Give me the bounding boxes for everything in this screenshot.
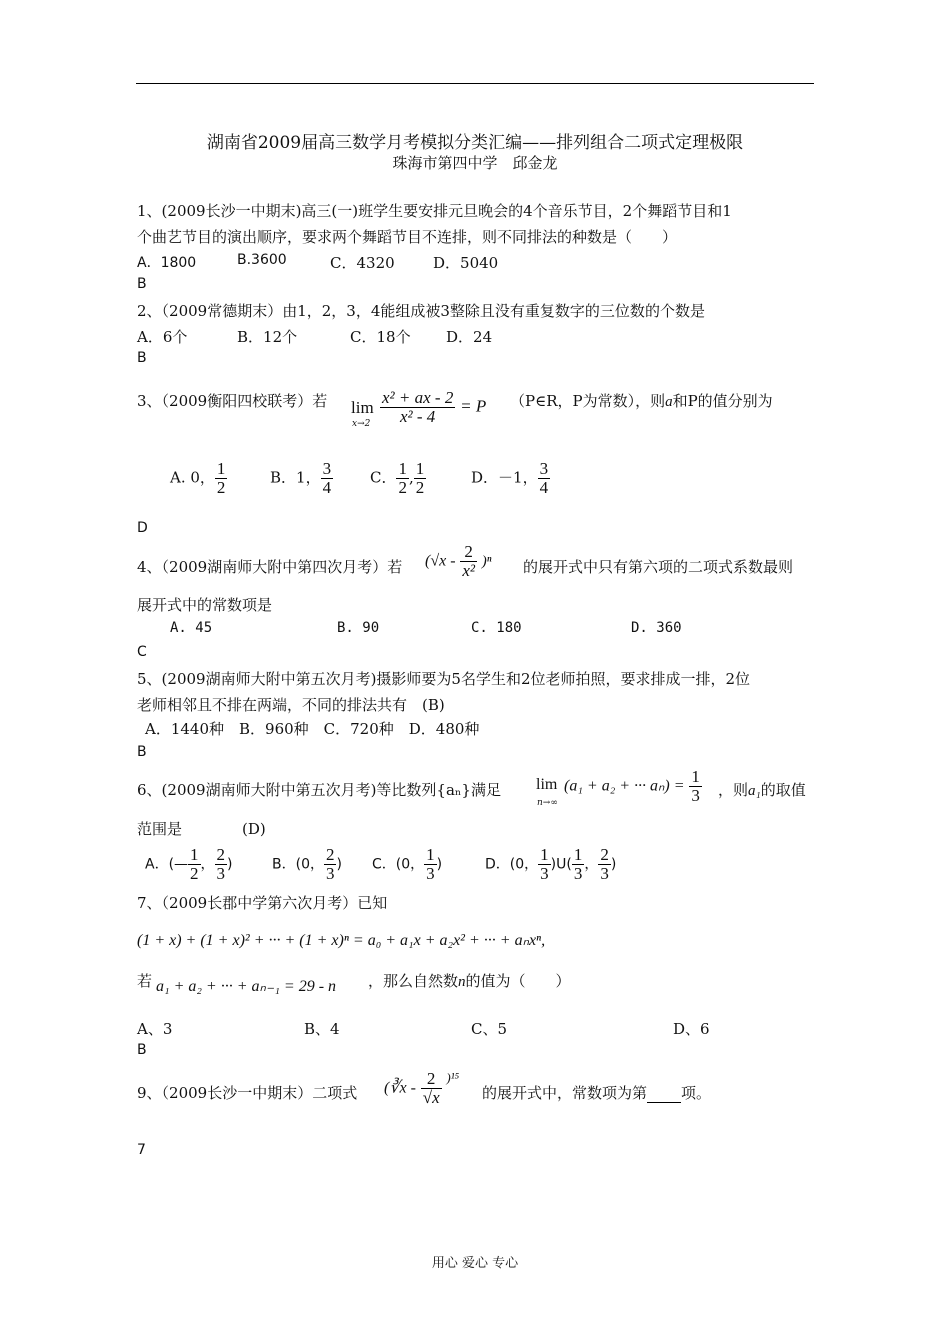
q7-formula: (1 + x) + (1 + x)² + ··· + (1 + x)ⁿ = a₀ + a₁x + a₂x² + ··· + aₙxⁿ, [137, 932, 546, 949]
q3-suffix-group [510, 390, 773, 411]
q3-option-d: D．－1， $\frac{3}{4}$ [471, 459, 549, 497]
q7-option-c: C、5 [471, 1020, 508, 1038]
q6-option-b: B．(0， $\frac{2}{3}$ ) [272, 845, 342, 883]
q7-option-b: B、4 [304, 1020, 340, 1038]
q6-lim: lim [536, 776, 558, 793]
q4-option-a: A. 45 [170, 620, 213, 636]
q4-line2: 展开式中的常数项是 [137, 596, 273, 614]
q2-line1: 2、（2009常德期末）由1，2，3，4能组成被3整除且没有重复数字的三位数的个数是 [137, 302, 705, 320]
q1-line1: 1、(2009长沙一中期末)高三(一)班学生要安排元旦晚会的4个音乐节目，2个舞蹈节目和1 [137, 202, 732, 220]
q3-suffix2: 和P的值分别为 [672, 392, 773, 410]
q3-lim: lim [351, 398, 374, 417]
q3-option-c: C． $\frac{1}{2}$ , $\frac{1}{2}$ [370, 459, 425, 497]
q3-var-a: a [665, 394, 673, 410]
q3-suffix: （P∈R，P为常数），则 [510, 392, 666, 410]
q3-option-b: B．1， $\frac{3}{4}$ [270, 459, 332, 497]
q2-option-d: D．24 [446, 328, 493, 346]
q2-option-c: C．18个 [350, 328, 411, 346]
q6-option-d: D．(0， $\frac{1}{3}$ )U( $\frac{1}{3}$ ， $\frac{2}{3}$ ) [485, 845, 617, 883]
q7-option-a: A、3 [137, 1020, 173, 1038]
q7-answer: B [137, 1042, 147, 1058]
q2-option-a: A．6个 [137, 328, 188, 346]
q9-suffix-group: 的展开式中，常数项为第 项。 [482, 1084, 712, 1102]
q2-option-b: B．12个 [237, 328, 298, 346]
q9-answer: 7 [137, 1142, 146, 1158]
q7-suffix-group: ，那么自然数n的值为（ ） [368, 972, 571, 990]
q1-option-b: B.3600 [237, 252, 287, 268]
q7-option-d: D、6 [673, 1020, 710, 1038]
q3-fraction [380, 389, 486, 426]
q1-option-a: A．1800 [137, 255, 197, 271]
q7-if: 若 [137, 972, 153, 990]
q4-prefix: 4、（2009湖南师大附中第四次月考）若 [137, 558, 403, 576]
q5-line2: 老师相邻且不排在两端，不同的排法共有 (B) [137, 696, 445, 714]
q7-condition: a₁ + a₂ + ··· + aₙ₋₁ = 29 - n [156, 978, 337, 995]
q4-option-b: B. 90 [337, 620, 380, 636]
q3-answer: D [137, 520, 148, 536]
q1-option-d: D．5040 [433, 254, 499, 272]
q9-blank [647, 1088, 681, 1103]
q6-line2: 范围是 (D) [137, 820, 266, 838]
q5-line1: 5、(2009湖南师大附中第五次月考)摄影师要为5名学生和2位老师拍照，要求排成一排，2位 [137, 670, 751, 688]
q6-option-a: A．(— $\frac{1}{2}$ ， $\frac{2}{3}$ ) [145, 845, 233, 883]
q3-option-a: A. 0， $\frac{1}{2}$ [170, 459, 226, 497]
q3-equals: = P [460, 396, 487, 416]
q3-numerator: x² + ax - 2 [382, 388, 454, 407]
q6-lim-sub: n→∞ [537, 798, 558, 808]
q2-answer: B [137, 350, 147, 366]
q6-expression: (a₁ + a₂ + ··· aₙ) = $\frac{1}{3}$ [564, 767, 700, 805]
q7-line1: 7、（2009长郡中学第六次月考）已知 [137, 894, 388, 912]
q4-answer: C [137, 644, 147, 660]
page-footer: 用心 爱心 专心 [431, 1256, 519, 1271]
q6-suffix-group: ，则a₁的取值 [718, 781, 806, 799]
q3-lim-sub: x→2 [352, 419, 371, 429]
q3-prefix: 3、（2009衡阳四校联考）若 [137, 392, 328, 410]
q4-expression: (√x - $\frac{2}{\text{x²}}$ )ⁿ [425, 542, 492, 580]
q1-answer: B [137, 276, 147, 292]
document-title: 湖南省2009届高三数学月考模拟分类汇编——排列组合二项式定理极限 [206, 133, 744, 153]
q6-prefix: 6、(2009湖南师大附中第五次月考)等比数列{aₙ}满足 [137, 781, 501, 799]
document-author: 珠海市第四中学 邱金龙 [392, 154, 558, 172]
q4-option-d: D. 360 [631, 620, 682, 636]
q6-option-c: C．(0， $\frac{1}{3}$ ) [372, 845, 443, 883]
q9-expression: (∛x - $\frac{2}{√x}$ )¹⁵ [384, 1069, 460, 1107]
q9-prefix: 9、（2009长沙一中期末）二项式 [137, 1084, 358, 1102]
header-rule [136, 83, 814, 84]
q4-option-c: C. 180 [471, 620, 522, 636]
q5-options: A．1440种 B．960种 C．720种 D．480种 [145, 720, 480, 738]
q4-suffix: 的展开式中只有第六项的二项式系数最则 [523, 558, 794, 576]
q1-line2: 个曲艺节目的演出顺序，要求两个舞蹈节目不连排，则不同排法的种数是（ ） [137, 228, 678, 246]
q1-option-c: C．4320 [330, 254, 395, 272]
q5-answer: B [137, 744, 147, 760]
q3-denominator: x² - 4 [400, 406, 436, 426]
